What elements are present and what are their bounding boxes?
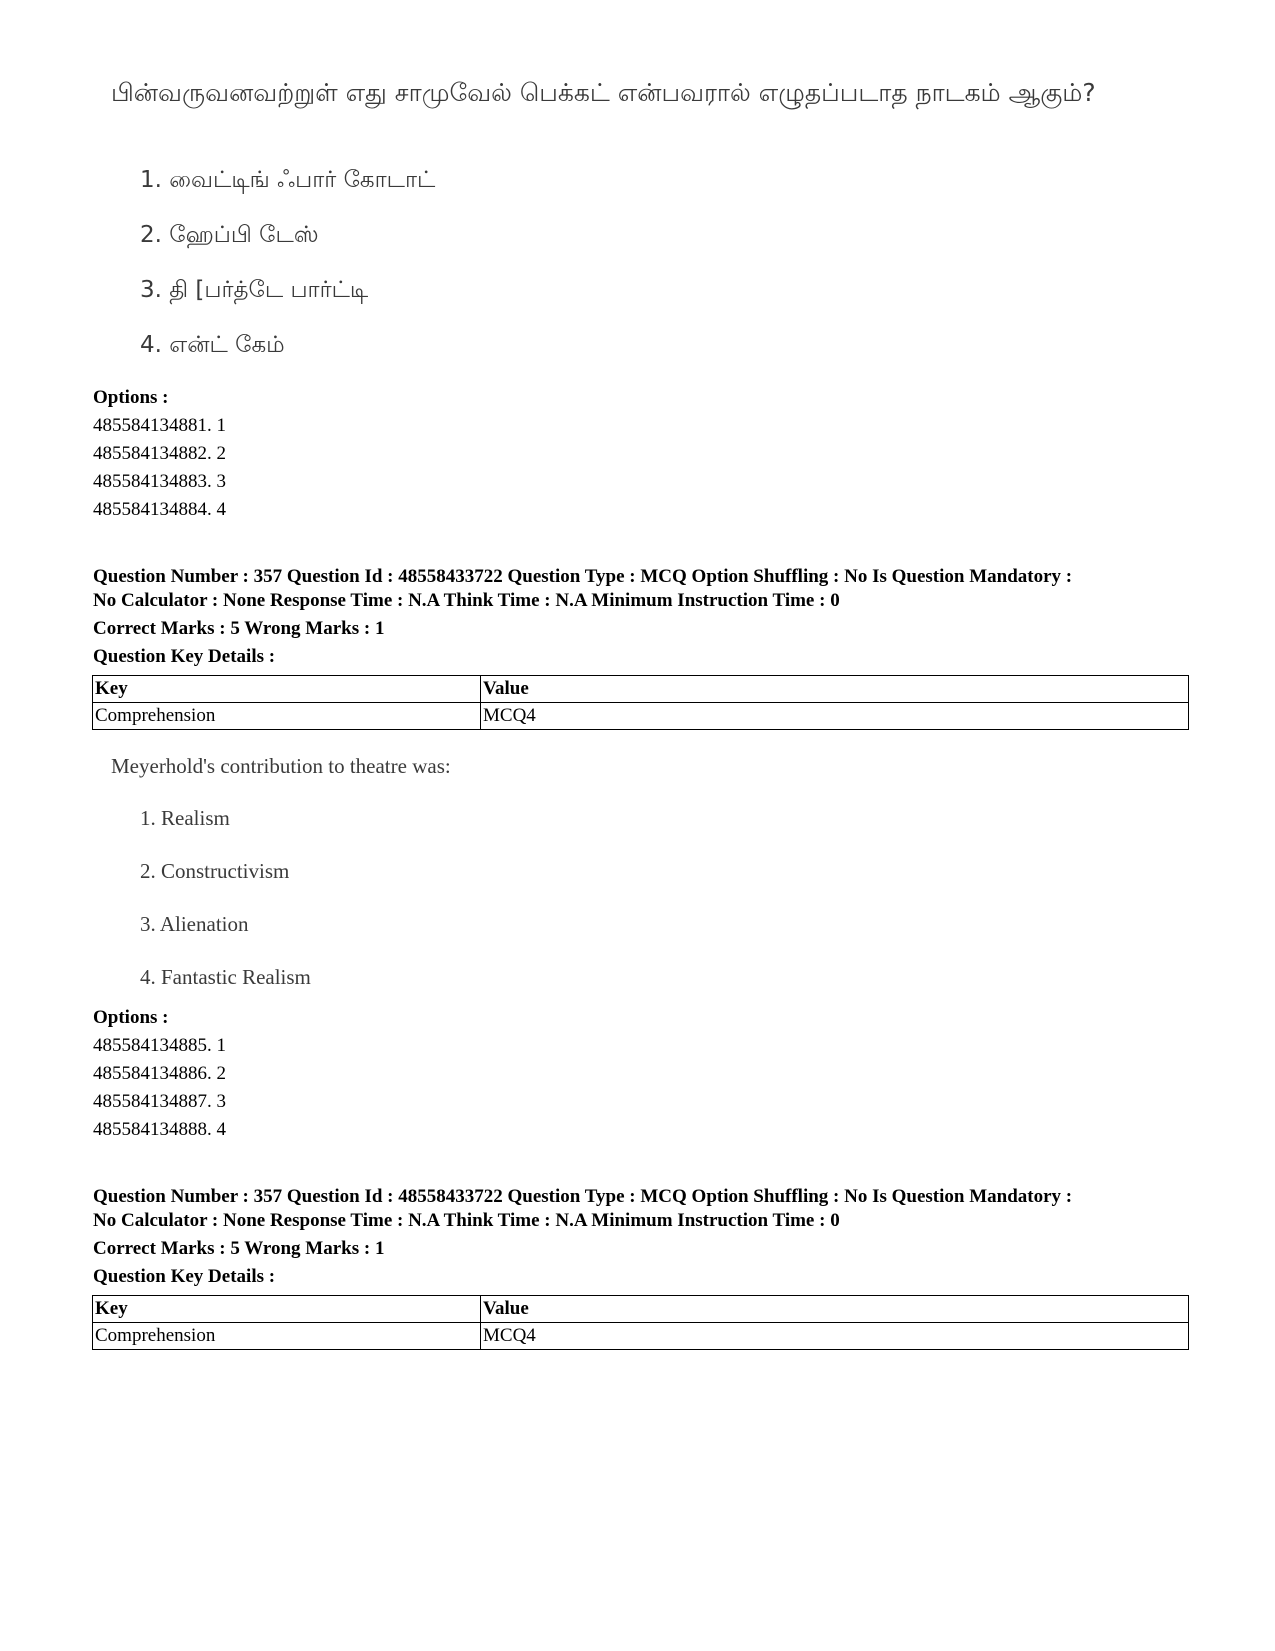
option-item: 485584134881. 1 (93, 415, 226, 436)
question-meta-line-2: No Calculator : None Response Time : N.A Think Time : N.A Minimum Instruction Time : 0 (93, 1210, 840, 1231)
marks-line: Correct Marks : 5 Wrong Marks : 1 (93, 618, 385, 639)
tamil-choice-2: 2. ஹேப்பி டேஸ் (140, 222, 319, 248)
key-details-table (92, 1295, 1189, 1350)
table-cell-key: Comprehension (93, 703, 481, 730)
table-header-row (93, 1296, 1189, 1323)
key-details-table (92, 675, 1189, 730)
tamil-question-text: பின்வருவனவற்றுள் எது சாமுவேல் பெக்கட் என்பவரால் எழுதப்படாத நாடகம் ஆகும்? (111, 78, 1096, 107)
question-meta-line-2: No Calculator : None Response Time : N.A Think Time : N.A Minimum Instruction Time : 0 (93, 590, 840, 611)
options-label: Options : (93, 387, 169, 408)
table-header-row (93, 676, 1189, 703)
table-header-value: Value (481, 1296, 1189, 1323)
table-row (93, 1323, 1189, 1350)
marks-line: Correct Marks : 5 Wrong Marks : 1 (93, 1238, 385, 1259)
table-header-value: Value (481, 676, 1189, 703)
option-item: 485584134883. 3 (93, 471, 226, 492)
table-row (93, 703, 1189, 730)
option-item: 485584134887. 3 (93, 1091, 226, 1112)
question-meta-line-1: Question Number : 357 Question Id : 48558433722 Question Type : MCQ Option Shuffling : No Is Question Mandatory : (93, 1186, 1073, 1207)
english-choice-2: 2. Constructivism (140, 859, 290, 883)
option-item: 485584134882. 2 (93, 443, 226, 464)
option-item: 485584134888. 4 (93, 1119, 226, 1140)
tamil-choice-3: 3. தி [பர்த்டே பார்ட்டி (140, 277, 369, 303)
option-item: 485584134884. 4 (93, 499, 226, 520)
key-details-label: Question Key Details : (93, 646, 276, 667)
english-choice-1: 1. Realism (140, 806, 230, 830)
options-label: Options : (93, 1007, 169, 1028)
tamil-choice-4: 4. என்ட் கேம் (140, 332, 285, 358)
english-choice-4: 4. Fantastic Realism (140, 965, 311, 989)
option-item: 485584134885. 1 (93, 1035, 226, 1056)
option-item: 485584134886. 2 (93, 1063, 226, 1084)
english-choice-3: 3. Alienation (140, 912, 249, 936)
table-header-key: Key (93, 676, 481, 703)
table-header-key: Key (93, 1296, 481, 1323)
tamil-choice-1: 1. வைட்டிங் ஃபார் கோடாட் (140, 167, 436, 193)
key-details-label: Question Key Details : (93, 1266, 276, 1287)
table-cell-value: MCQ4 (481, 703, 1189, 730)
table-cell-value: MCQ4 (481, 1323, 1189, 1350)
table-cell-key: Comprehension (93, 1323, 481, 1350)
english-question-text: Meyerhold's contribution to theatre was: (111, 754, 451, 778)
question-meta-line-1: Question Number : 357 Question Id : 48558433722 Question Type : MCQ Option Shuffling : No Is Question Mandatory : (93, 566, 1073, 587)
